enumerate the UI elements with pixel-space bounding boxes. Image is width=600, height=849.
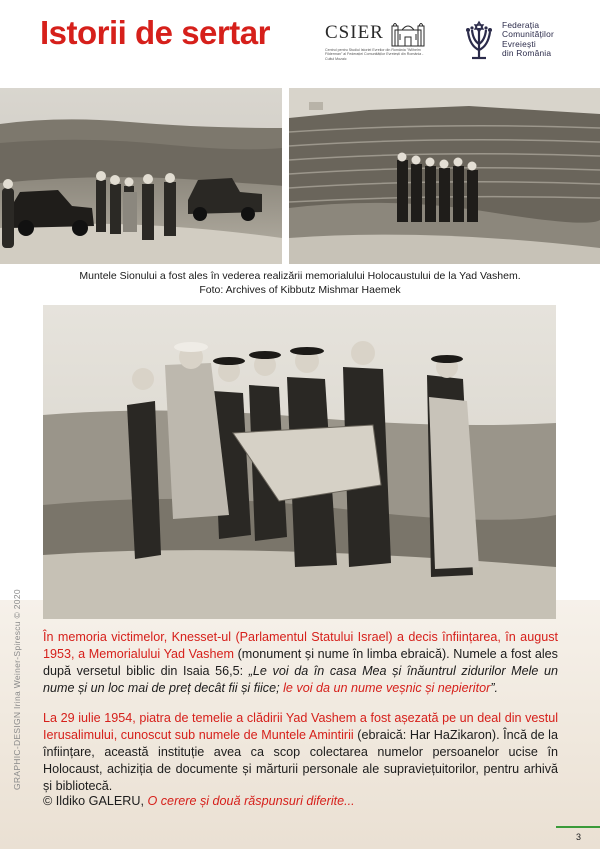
photo-credit: Foto: Archives of Kibbutz Mishmar Haemek bbox=[199, 284, 401, 296]
page-title: Istorii de sertar bbox=[40, 14, 270, 51]
synagogue-icon bbox=[391, 18, 425, 48]
page-number: 3 bbox=[576, 832, 582, 842]
paragraph-yad-vashem-founding bbox=[43, 629, 558, 697]
p1-red-text: În memoria victimelor, Knesset-ul (Parlamentul Statului Israel) a decis înființarea, în august 1953, a Memorialului Yad Vashem bbox=[43, 630, 558, 661]
design-credit: GRAPHIC-DESIGN Irina Weiner-Spirescu © 2020 bbox=[12, 589, 22, 790]
csier-logo-word: CSIER bbox=[325, 22, 384, 43]
fcer-logo bbox=[460, 20, 570, 62]
p1-quote-red: le voi da un nume veșnic și nepieritor bbox=[283, 681, 491, 695]
p2-black-text: (ebraică: Har HaZikaron). Încă de la înființare, această instituție avea ca scop colectarea numelor persoanelor ucise în Holocaust, achiziția de documente și mărturii personale ale supraviețuitorilor, pentru arhivă și bibliotecă. bbox=[43, 728, 558, 793]
author-credit bbox=[43, 793, 558, 810]
paragraph-foundation-stone bbox=[43, 710, 558, 795]
p1-end: ”. bbox=[490, 681, 499, 695]
photo-group-with-plans bbox=[43, 305, 556, 619]
csier-logo bbox=[325, 18, 425, 64]
article-title: O cerere și două răspunsuri diferite... bbox=[147, 794, 355, 808]
p1-quote: „Le voi da în casa Mea și înăuntrul zidurilor Mele un nume și un loc mai de preț decât fii și fiice; bbox=[43, 664, 558, 695]
csier-logo-tagline: Centrul pentru Studiul Istoriei Evreilor din România "Wilhelm Filderman" al Federației Comunităților Evreiești din România - Cultul Mozaic bbox=[325, 48, 424, 61]
footer-accent-line bbox=[556, 826, 600, 828]
menorah-tree-icon bbox=[460, 20, 498, 60]
photo-terraced-hill bbox=[289, 88, 600, 264]
fcer-logo-text: Federația Comunităților Evreiești din România bbox=[502, 20, 554, 59]
author-name: © Ildiko GALERU, bbox=[43, 794, 148, 808]
photo-hills-cars bbox=[0, 88, 282, 264]
p2-red-text: La 29 iulie 1954, piatra de temelie a clădirii Yad Vashem a fost așezată pe un deal din vestul Ierusalimului, cunoscut sub numele de Muntele Amintirii bbox=[43, 711, 558, 742]
photo-caption: Muntele Sionului a fost ales în vederea realizării memorialului Holocaustului de la Yad Vashem. bbox=[79, 270, 521, 282]
p1-black-text: (monument și nume în limba ebraică). Numele a fost ales după versetul biblic din Isaia 56,5: bbox=[43, 647, 558, 678]
